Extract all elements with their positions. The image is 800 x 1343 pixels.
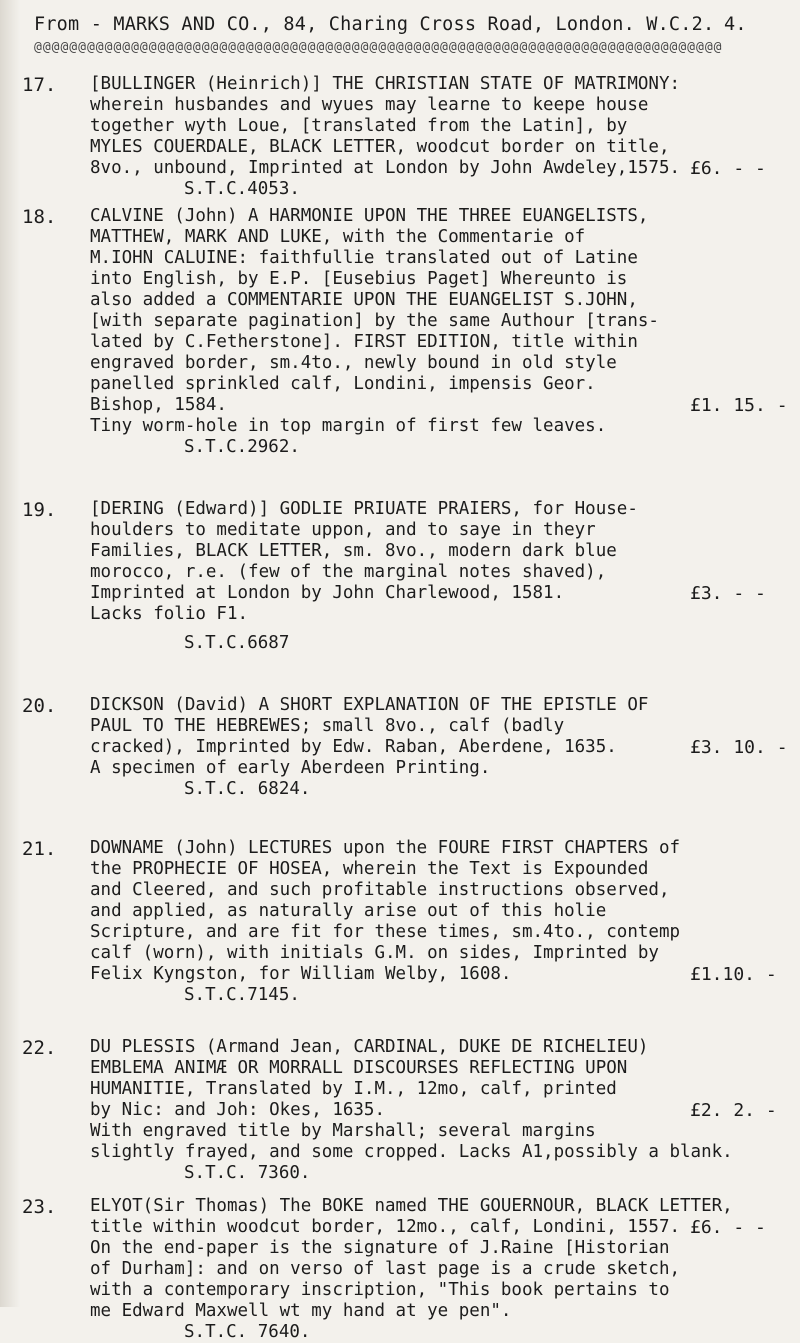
entry-line: morocco, r.e. (few of the marginal notes shaved), xyxy=(90,562,607,582)
entry-line: MYLES COUERDALE, BLACK LETTER, woodcut border on title, xyxy=(90,137,670,157)
entry-line: cracked), Imprinted by Edw. Raban, Aberdene, 1635. xyxy=(90,737,617,757)
entry-line: Imprinted at London by John Charlewood, 1581. xyxy=(90,583,565,603)
ornamental-border: @@@@@@@@@@@@@@@@@@@@@@@@@@@@@@@@@@@@@@@@@@@@@@@@@@@@@@@@@@@@@@@@@@@@@@@@@@@@@@ xyxy=(34,40,723,55)
stc-reference: S.T.C. 7640. xyxy=(184,1322,311,1342)
entry-line: Lacks folio F1. xyxy=(90,604,249,624)
entry-line: PAUL TO THE HEBREWES; small 8vo., calf (badly xyxy=(90,716,565,736)
bookseller-address: From - MARKS AND CO., 84, Charing Cross Road, London. W.C.2. xyxy=(34,14,715,35)
entry-line: Bishop, 1584. xyxy=(90,395,227,415)
entry-price: £3. 10. - xyxy=(690,737,788,758)
entry-number: 20. xyxy=(22,695,57,717)
page-number: 4. xyxy=(724,14,747,35)
entry-number: 21. xyxy=(22,838,57,860)
entry-price: £1. 15. - xyxy=(690,395,788,416)
entry-line: title within woodcut border, 12mo., calf, Londini, 1557. xyxy=(90,1217,681,1237)
entry-line: ELYOT(Sir Thomas) The BOKE named THE GOUERNOUR, BLACK LETTER, xyxy=(90,1196,733,1216)
entry-line: 8vo., unbound, Imprinted at London by John Awdeley,1575. xyxy=(90,158,681,178)
entry-line: M.IOHN CALUINE: faithfullie translated out of Latine xyxy=(90,248,638,268)
stc-reference: S.T.C. 6824. xyxy=(184,779,311,799)
page-header xyxy=(34,14,754,35)
entry-line: DOWNAME (John) LECTURES upon the FOURE FIRST CHAPTERS of xyxy=(90,838,681,858)
entry-line: On the end-paper is the signature of J.Raine [Historian xyxy=(90,1238,670,1258)
entry-line: Scripture, and are fit for these times, sm.4to., contemp xyxy=(90,922,681,942)
entry-line: and applied, as naturally arise out of this holie xyxy=(90,901,607,921)
entry-price: £1.10. - xyxy=(690,964,777,985)
entry-number: 23. xyxy=(22,1196,57,1218)
entry-line: slightly frayed, and some cropped. Lacks A1,possibly a blank. xyxy=(90,1142,733,1162)
entry-line: calf (worn), with initials G.M. on sides, Imprinted by xyxy=(90,943,659,963)
entry-line: EMBLEMA ANIMÆ OR MORRALL DISCOURSES REFLECTING UPON xyxy=(90,1058,628,1078)
scan-edge-shadow xyxy=(0,0,20,1307)
entry-line: Tiny worm-hole in top margin of first few leaves. xyxy=(90,416,607,436)
entry-price: £2. 2. - xyxy=(690,1100,777,1121)
entry-line: together wyth Loue, [translated from the Latin], by xyxy=(90,116,628,136)
entry-line: of Durham]: and on verso of last page is a crude sketch, xyxy=(90,1259,681,1279)
entry-price: £6. - - xyxy=(690,1217,766,1238)
entry-line: also added a COMMENTARIE UPON THE EUANGELIST S.JOHN, xyxy=(90,290,638,310)
entry-line: with a contemporary inscription, "This book pertains to xyxy=(90,1280,670,1300)
entry-number: 22. xyxy=(22,1037,57,1059)
entry-line: and Cleered, and such profitable instructions observed, xyxy=(90,880,670,900)
entry-line: the PROPHECIE OF HOSEA, wherein the Text is Expounded xyxy=(90,859,649,879)
stc-reference: S.T.C.4053. xyxy=(184,179,300,199)
stc-reference: S.T.C.6687 xyxy=(184,633,290,653)
entry-line: MATTHEW, MARK AND LUKE, with the Commentarie of xyxy=(90,227,586,247)
entry-line: CALVINE (John) A HARMONIE UPON THE THREE EUANGELISTS, xyxy=(90,206,649,226)
entry-line: lated by C.Fetherstone]. FIRST EDITION, title within xyxy=(90,332,638,352)
stc-reference: S.T.C. 7360. xyxy=(184,1163,311,1183)
entry-line: [DERING (Edward)] GODLIE PRIUATE PRAIERS, for House- xyxy=(90,499,638,519)
entry-line: DICKSON (David) A SHORT EXPLANATION OF THE EPISTLE OF xyxy=(90,695,649,715)
entry-line: wherein husbandes and wyues may learne to keepe house xyxy=(90,95,649,115)
entry-line: Families, BLACK LETTER, sm. 8vo., modern dark blue xyxy=(90,541,617,561)
entry-number: 17. xyxy=(22,74,57,96)
stc-reference: S.T.C.7145. xyxy=(184,985,300,1005)
entry-price: £6. - - xyxy=(690,158,766,179)
entry-line: [BULLINGER (Heinrich)] THE CHRISTIAN STATE OF MATRIMONY: xyxy=(90,74,681,94)
entry-line: Felix Kyngston, for William Welby, 1608. xyxy=(90,964,512,984)
entry-line: me Edward Maxwell wt my hand at ye pen". xyxy=(90,1301,512,1321)
entry-line: by Nic: and Joh: Okes, 1635. xyxy=(90,1100,386,1120)
entry-line: panelled sprinkled calf, Londini, impensis Geor. xyxy=(90,374,596,394)
entry-line: [with separate pagination] by the same Authour [trans- xyxy=(90,311,659,331)
entry-line: With engraved title by Marshall; several margins xyxy=(90,1121,596,1141)
entry-number: 19. xyxy=(22,499,57,521)
entry-line: HUMANITIE, Translated by I.M., 12mo, calf, printed xyxy=(90,1079,617,1099)
entry-line: engraved border, sm.4to., newly bound in old style xyxy=(90,353,617,373)
entry-line: DU PLESSIS (Armand Jean, CARDINAL, DUKE DE RICHELIEU) xyxy=(90,1037,649,1057)
stc-reference: S.T.C.2962. xyxy=(184,437,300,457)
entry-number: 18. xyxy=(22,206,57,228)
entry-line: into English, by E.P. [Eusebius Paget] Whereunto is xyxy=(90,269,628,289)
entry-line: houlders to meditate uppon, and to saye in theyr xyxy=(90,520,596,540)
entry-price: £3. - - xyxy=(690,583,766,604)
entry-line: A specimen of early Aberdeen Printing. xyxy=(90,758,491,778)
